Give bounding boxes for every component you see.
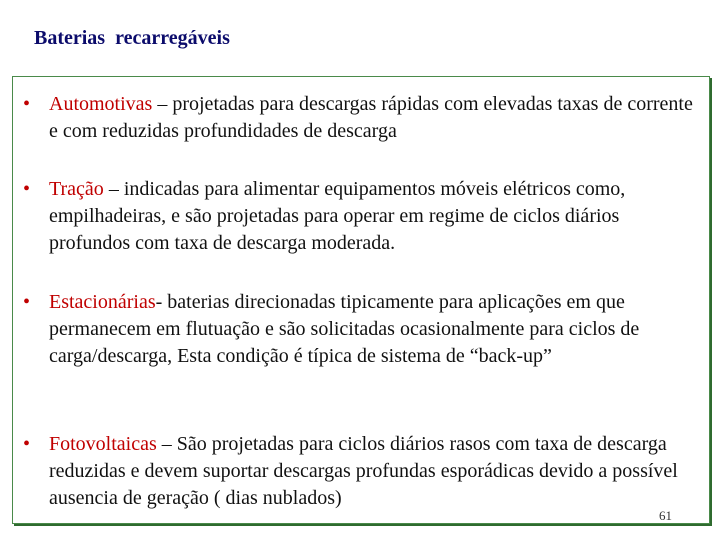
- bullet-text: [49, 91, 699, 145]
- bullet-text: [49, 289, 699, 370]
- bullet-term: Tração: [49, 178, 104, 200]
- bullet-term: Fotovoltaicas: [49, 433, 157, 455]
- bullet-description: – São projetadas para ciclos diários rasos com taxa de descarga reduzidas e devem suportar descargas profundas esporádicas devido a possível ausencia de geração ( dias nublados): [49, 433, 678, 509]
- bullet-description: - baterias direcionadas tipicamente para aplicações em que permanecem em flutuação e são solicitadas ocasionalmente para ciclos de carga/descarga, Esta condição é típica de sistema de “back-up”: [49, 291, 640, 367]
- slide-title: Baterias recarregáveis: [34, 27, 230, 49]
- bullet-text: [49, 431, 699, 512]
- bullet-description: – indicadas para alimentar equipamentos móveis elétricos como, empilhadeiras, e são projetadas para operar em regime de ciclos diários profundos com taxa de descarga moderada.: [49, 178, 626, 254]
- bullet-icon: •: [23, 291, 31, 313]
- bullet-text: [49, 176, 699, 257]
- bullet-term: Automotivas: [49, 93, 153, 115]
- bullet-term: Estacionárias: [49, 291, 156, 313]
- content-box: [12, 76, 710, 524]
- page-number: 61: [659, 508, 672, 523]
- bullet-icon: •: [23, 433, 31, 455]
- bullet-icon: •: [23, 178, 31, 200]
- bullet-description: – projetadas para descargas rápidas com elevadas taxas de corrente e com reduzidas profundidades de descarga: [49, 93, 693, 142]
- bullet-icon: •: [23, 93, 31, 115]
